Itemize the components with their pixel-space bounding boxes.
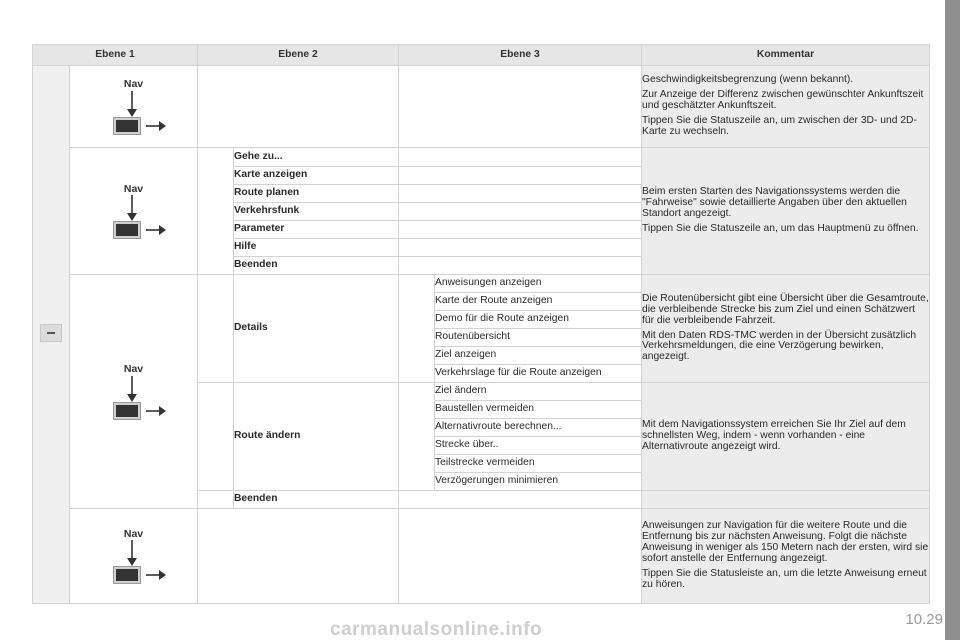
- touchscreen-icon: [114, 118, 140, 134]
- page-edge-tab: [945, 0, 960, 640]
- nav-button-icon: [70, 79, 197, 133]
- menu-item-goto: Gehe zu...: [234, 148, 399, 167]
- menu-item-exit-details: Beenden: [234, 491, 399, 509]
- watermark: carmanualsonline.info: [330, 619, 543, 640]
- submenu-item-avoid-section: Teilstrecke vermeiden: [435, 455, 642, 473]
- arrow-right-icon: [146, 121, 166, 131]
- comment-cell: Die Routenübersicht gibt eine Übersicht über die Gesamtroute, die verbleibende Strecke bis zum Ziel und einen Schätzwert für die verbleibende Fahrzeit. Mit den Daten RDS-TMC werden in der Übersicht zusätzlich Verkehrsmeldungen, die eine Verzögerung bewirken, angezeigt.: [642, 275, 930, 383]
- nav-icon-cell: [70, 509, 198, 604]
- comment-cell: Beim ersten Starten des Navigationssystems werden die "Fahrweise" sowie detaillierte Angaben über den aktuellen Standort angezeigt. Tippen Sie die Statuszeile an, um das Hauptmenü zu öffnen.: [642, 148, 930, 275]
- nav-label: Nav: [123, 78, 144, 91]
- table-row: [33, 275, 930, 293]
- submenu-item-route-map: Karte der Route anzeigen: [435, 293, 642, 311]
- table-header-row: [33, 45, 930, 66]
- submenu-item-show-instructions: Anweisungen anzeigen: [435, 275, 642, 293]
- touchscreen-icon: [114, 567, 140, 583]
- submenu-item-route-via: Strecke über..: [435, 437, 642, 455]
- submenu-item-change-destination: Ziel ändern: [435, 383, 642, 401]
- header-level3: Ebene 3: [399, 45, 642, 66]
- submenu-item-traffic-on-route: Verkehrslage für die Route anzeigen: [435, 365, 642, 383]
- nav-button-icon: [70, 184, 197, 238]
- menu-item-plan-route: Route planen: [234, 185, 399, 203]
- menu-screen-icon: [40, 324, 62, 342]
- menu-item-parameters: Parameter: [234, 221, 399, 239]
- nav-icon-cell: [70, 66, 198, 148]
- menu-item-change-route: Route ändern: [234, 383, 399, 491]
- nav-button-icon: [70, 364, 197, 418]
- nav-label: Nav: [123, 182, 144, 195]
- table-row: [33, 66, 930, 148]
- comment-cell: Anweisungen zur Navigation für die weitere Route und die Entfernung bis zur nächsten Anweisung. Folgt die nächste Anweisung in weniger als 150 Metern nach der ersten, wird sie sofort anstelle der Entfernung angezeigt. Tippen Sie die Statusleiste an, um die letzte Anweisung erneut zu hören.: [642, 509, 930, 604]
- submenu-item-route-overview: Routenübersicht: [435, 329, 642, 347]
- nav-button-icon: [70, 529, 197, 583]
- side-icon-cell: [33, 66, 70, 604]
- menu-item-exit: Beenden: [234, 257, 399, 275]
- nav-icon-cell: [70, 148, 198, 275]
- touchscreen-icon: [114, 222, 140, 238]
- arrow-down-icon: [125, 91, 139, 117]
- header-comment: Kommentar: [642, 45, 930, 66]
- header-level1: Ebene 1: [33, 45, 198, 66]
- nav-label: Nav: [123, 363, 144, 376]
- arrow-right-icon: [146, 570, 166, 580]
- submenu-item-avoid-roadworks: Baustellen vermeiden: [435, 401, 642, 419]
- touchscreen-icon: [114, 403, 140, 419]
- arrow-right-icon: [146, 406, 166, 416]
- arrow-down-icon: [125, 540, 139, 566]
- nav-icon-cell: [70, 275, 198, 509]
- page-number: 10.29: [905, 611, 943, 628]
- comment-cell: Geschwindigkeitsbegrenzung (wenn bekannt). Zur Anzeige der Differenz zwischen gewünschter Ankunftszeit und geschätzter Ankunftszeit. Tippen Sie die Statuszeile an, um zwischen der 3D- und 2D-Karte zu wechseln.: [642, 66, 930, 148]
- submenu-item-show-destination: Ziel anzeigen: [435, 347, 642, 365]
- arrow-down-icon: [125, 195, 139, 221]
- arrow-right-icon: [146, 225, 166, 235]
- submenu-item-route-demo: Demo für die Route anzeigen: [435, 311, 642, 329]
- navigation-menu-table: [32, 44, 930, 604]
- header-level2: Ebene 2: [198, 45, 399, 66]
- menu-item-details: Details: [234, 275, 399, 383]
- table-row: [33, 509, 930, 604]
- nav-label: Nav: [123, 527, 144, 540]
- table-row: [33, 148, 930, 167]
- menu-item-traffic-radio: Verkehrsfunk: [234, 203, 399, 221]
- menu-item-help: Hilfe: [234, 239, 399, 257]
- submenu-item-minimize-delays: Verzögerungen minimieren: [435, 473, 642, 491]
- comment-cell: Mit dem Navigationssystem erreichen Sie Ihr Ziel auf dem schnellsten Weg, indem - wenn vorhanden - eine Alternativroute angezeigt wird.: [642, 383, 930, 491]
- arrow-down-icon: [125, 376, 139, 402]
- menu-item-show-map: Karte anzeigen: [234, 167, 399, 185]
- submenu-item-alternative-route: Alternativroute berechnen...: [435, 419, 642, 437]
